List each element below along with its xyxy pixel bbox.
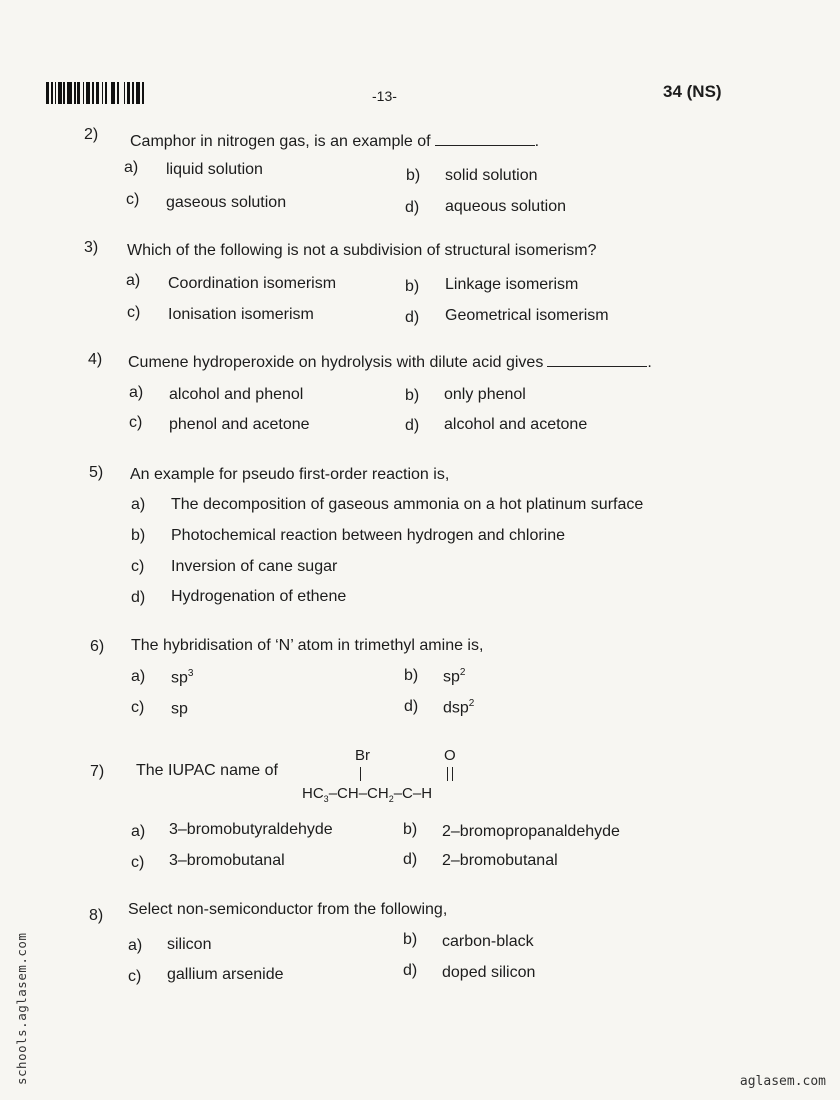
page-number: -13- (372, 88, 397, 104)
paper-code: 34 (NS) (663, 82, 722, 101)
option-text: sp (171, 700, 188, 718)
option-letter: c) (128, 968, 142, 985)
option-text: $sp^3$ (171, 668, 194, 687)
option-text: Photochemical reaction between hydrogen and chlorine (171, 527, 566, 544)
option-letter: b) (403, 821, 418, 838)
option-text: carbon-black (442, 933, 534, 950)
option-text: 3–bromobutyraldehyde (169, 821, 333, 838)
option-letter: d) (403, 851, 418, 868)
option-letter: a) (129, 384, 144, 401)
option-text: alcohol and phenol (169, 386, 304, 403)
chemical-structure (300, 745, 500, 805)
option-letter: a) (131, 496, 146, 513)
option-letter: b) (406, 167, 421, 184)
option-text: Hydrogenation of ethene (171, 588, 347, 605)
option-letter: d) (405, 199, 420, 216)
option-letter: c) (131, 558, 145, 575)
question-number: 3) (84, 239, 99, 256)
oxygen-label: O (444, 747, 456, 764)
option-letter: b) (405, 278, 420, 295)
side-watermark: schools.aglasem.com (14, 932, 29, 1085)
option-text: gallium arsenide (167, 966, 284, 983)
option-letter: c) (129, 414, 143, 431)
option-text: Geometrical isomerism (445, 307, 609, 324)
question-text: An example for pseudo first-order reaction is, (130, 466, 450, 483)
option-letter: d) (131, 589, 146, 606)
option-text: Coordination isomerism (168, 275, 337, 292)
option-letter: a) (128, 937, 143, 954)
option-text: Inversion of cane sugar (171, 558, 338, 575)
option-letter: a) (126, 272, 141, 289)
option-text: gaseous solution (166, 194, 287, 211)
option-text: 2–bromobutanal (442, 852, 558, 869)
question-number: 2) (84, 126, 99, 143)
question-text: Cumene hydroperoxide on hydrolysis with dilute acid gives . (128, 354, 652, 371)
option-text: solid solution (445, 167, 538, 184)
answer-blank (547, 365, 647, 367)
option-letter: d) (404, 698, 419, 715)
option-letter: d) (405, 417, 420, 434)
option-text: only phenol (444, 386, 526, 403)
option-letter: c) (127, 304, 141, 321)
question-text: The IUPAC name of (136, 762, 278, 779)
option-letter: c) (131, 854, 145, 871)
option-text: silicon (167, 936, 212, 953)
structure-chain: $HC_3-CH-CH_2-C-H$ (302, 785, 433, 804)
option-text: The decomposition of gaseous ammonia on a hot platinum surface (171, 496, 644, 513)
option-letter: c) (126, 191, 140, 208)
option-text: aqueous solution (445, 198, 566, 215)
option-text: 2–bromopropanaldehyde (442, 823, 620, 840)
option-text: Linkage isomerism (445, 276, 579, 293)
option-text: $sp^2$ (443, 667, 466, 686)
single-bond (360, 767, 361, 781)
question-text: Which of the following is not a subdivision of structural isomerism? (127, 242, 597, 259)
question-number: 8) (89, 907, 104, 924)
footer-watermark: aglasem.com (739, 1074, 826, 1089)
question-text: The hybridisation of ‘N’ atom in trimethyl amine is, (131, 637, 484, 654)
option-letter: b) (403, 931, 418, 948)
option-text: alcohol and acetone (444, 416, 588, 433)
question-number: 4) (88, 351, 103, 368)
option-text: dsp$^2$ (443, 698, 475, 717)
question-number: 7) (90, 763, 105, 780)
option-letter: d) (405, 309, 420, 326)
option-letter: a) (124, 159, 139, 176)
option-letter: a) (131, 823, 146, 840)
option-letter: b) (405, 387, 420, 404)
option-letter: d) (403, 962, 418, 979)
option-letter: c) (131, 699, 145, 716)
question-text: Camphor in nitrogen gas, is an example of . (130, 133, 540, 150)
option-text: doped silicon (442, 964, 536, 981)
barcode (46, 82, 158, 104)
question-number: 5) (89, 464, 104, 481)
double-bond-line (452, 767, 453, 781)
option-letter: b) (131, 527, 146, 544)
option-text: Ionisation isomerism (168, 306, 314, 323)
option-text: 3–bromobutanal (169, 852, 285, 869)
option-letter: b) (404, 667, 419, 684)
question-text: Select non-semiconductor from the following, (128, 901, 448, 918)
bromine-label: Br (355, 747, 370, 764)
double-bond-line (447, 767, 448, 781)
option-text: liquid solution (166, 161, 263, 178)
option-letter: a) (131, 668, 146, 685)
answer-blank (435, 144, 535, 146)
option-text: phenol and acetone (169, 416, 310, 433)
question-number: 6) (90, 638, 105, 655)
